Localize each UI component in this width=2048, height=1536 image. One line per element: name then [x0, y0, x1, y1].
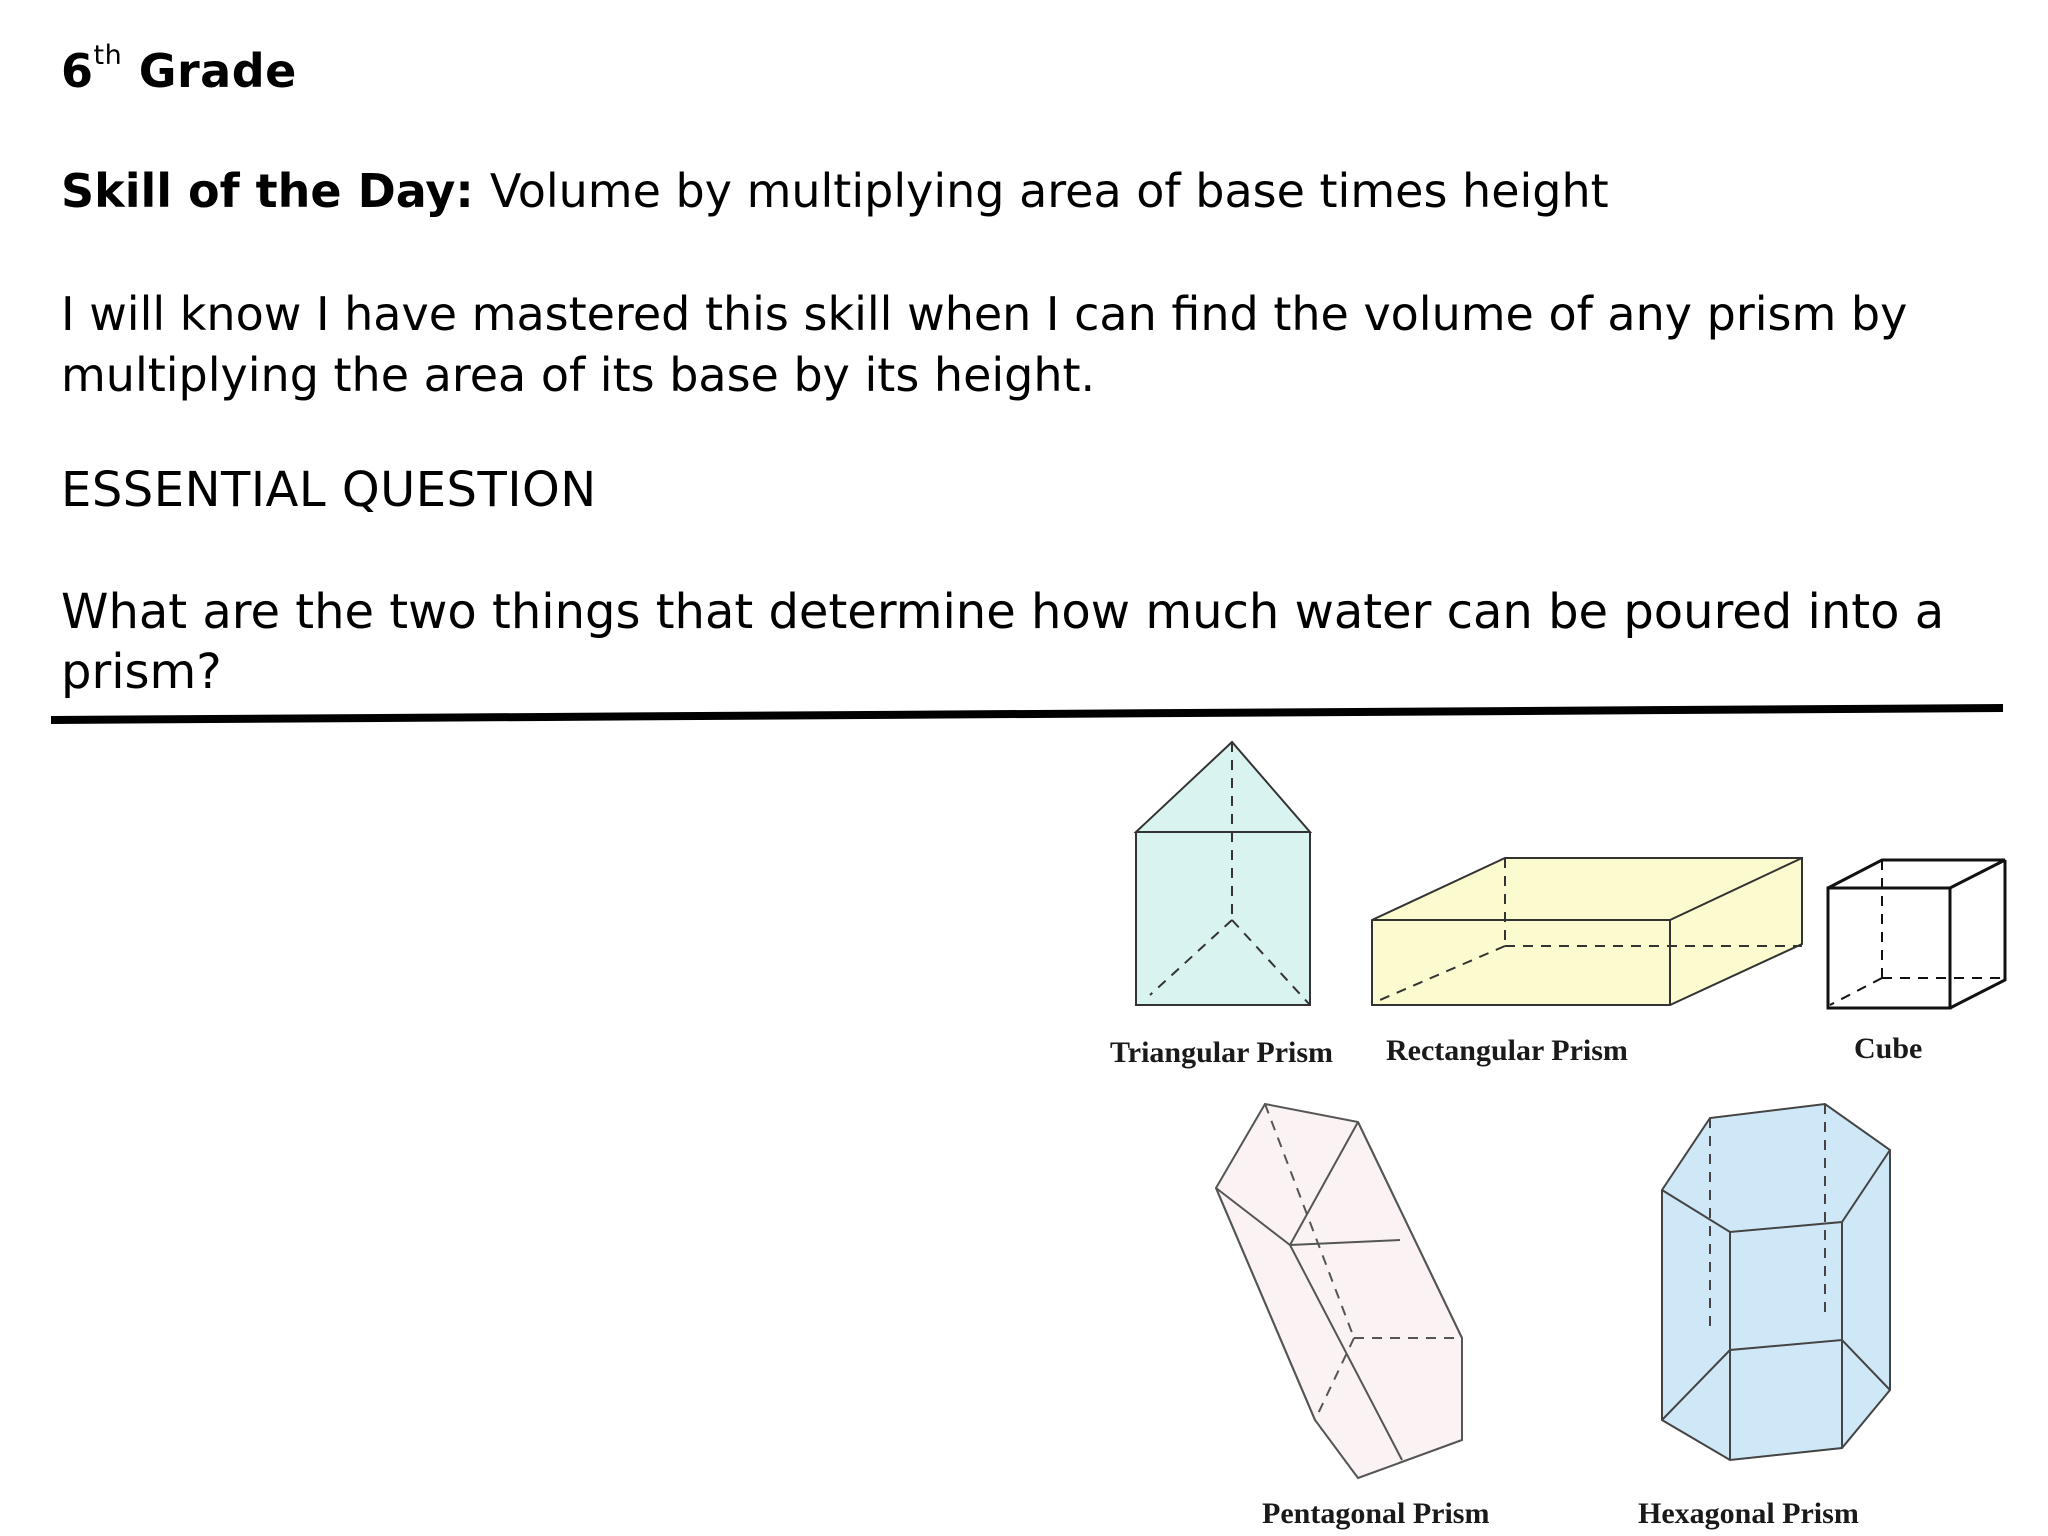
cube-caption: Cube	[1854, 1032, 1923, 1065]
skill-label: Skill of the Day:	[61, 164, 474, 218]
cube-figure	[1828, 860, 2005, 1008]
hexagonal-prism-caption: Hexagonal Prism	[1638, 1497, 1859, 1530]
triangular-prism-caption: Triangular Prism	[1110, 1036, 1334, 1069]
essential-question-text: What are the two things that determine how much water can be poured into a prism?	[61, 584, 1945, 700]
essential-question-title: ESSENTIAL QUESTION	[61, 462, 597, 518]
skill-text: Volume by multiplying area of base times height	[489, 164, 1609, 218]
grade-number: 6	[61, 44, 94, 98]
hexagonal-prism-figure	[1662, 1104, 1890, 1460]
pentagonal-prism-figure	[1216, 1104, 1462, 1478]
grade-word: Grade	[138, 44, 297, 98]
rectangular-prism-caption: Rectangular Prism	[1386, 1034, 1628, 1067]
rectangular-prism-figure	[1372, 858, 1802, 1005]
grade-suffix: th	[93, 40, 123, 71]
mastery-statement: I will know I have mastered this skill when I can find the volume of any prism by multiplying the area of its base by its height.	[61, 287, 1908, 402]
pentagonal-prism-caption: Pentagonal Prism	[1262, 1497, 1490, 1530]
triangular-prism-figure	[1136, 742, 1310, 1005]
